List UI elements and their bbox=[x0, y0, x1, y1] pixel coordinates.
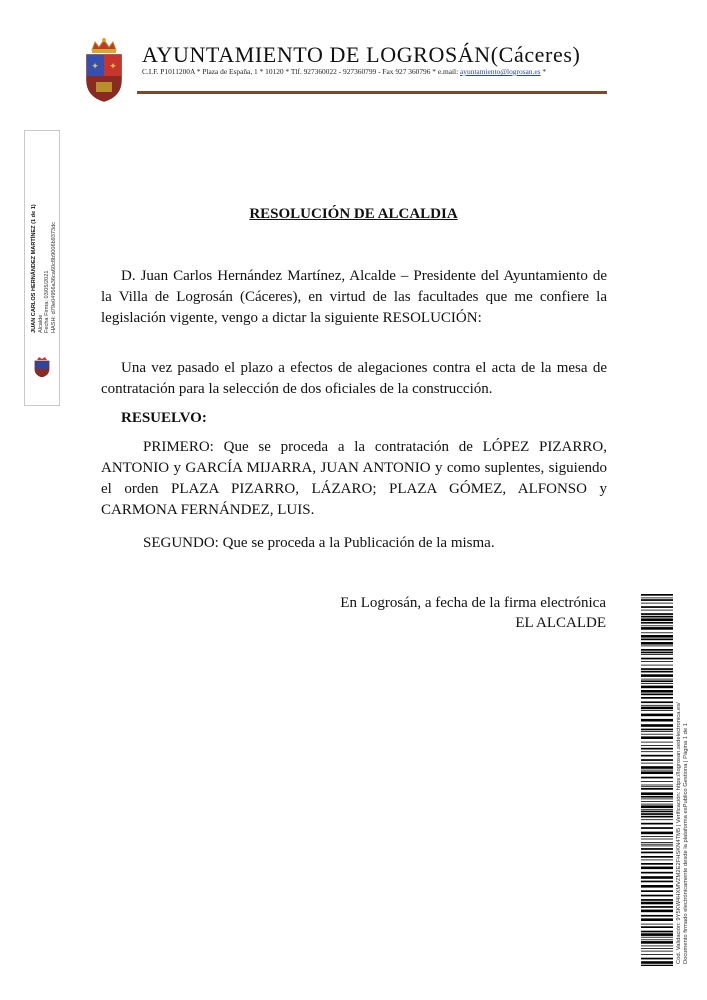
signer-name: JUAN CARLOS HERNÁNDEZ MARTÍNEZ (1 de 1) bbox=[31, 204, 37, 333]
header-rule bbox=[137, 91, 607, 94]
closing-block bbox=[300, 593, 606, 633]
signature-hash: HASH: d79e04956a36ca60c8b9006b9373dc bbox=[50, 221, 57, 333]
primero-paragraph: PRIMERO: Que se proceda a la contratación de LÓPEZ PIZARRO, ANTONIO y GARCÍA MIJARRA, JUAN ANTONIO y como suplentes, siguiendo el orden PLAZA PIZARRO, LÁZARO; PLAZA GÓMEZ, ALFONSO y CARMONA FERNÁNDEZ, LUIS. bbox=[101, 439, 607, 518]
barcode-icon bbox=[641, 594, 673, 966]
closing-signer: EL ALCALDE bbox=[515, 615, 606, 631]
header-info-suffix: * bbox=[540, 67, 547, 76]
verification-line-2: Documento firmado electrónicamente desde la plataforma esPublico Gestiona | Página 1 de 1 bbox=[683, 723, 689, 964]
document-title: RESOLUCIÓN DE ALCALDIA bbox=[249, 206, 458, 222]
header-email-link[interactable]: ayuntamiento@logrosan.es bbox=[460, 67, 541, 76]
signature-logo-icon bbox=[30, 357, 54, 377]
svg-text:✦: ✦ bbox=[91, 61, 99, 71]
verification-line-1: Cód. Validación: 9Y5KW4HXMVZM2E2FHSKN4TM5 | Verificación: https://logrosan.sedelectronica.es/ bbox=[676, 702, 682, 964]
segundo-paragraph: SEGUNDO: Que se proceda a la Publicación de la misma. bbox=[143, 535, 495, 551]
signer-role: Alcalde bbox=[37, 314, 44, 333]
intro-paragraph: D. Juan Carlos Hernández Martínez, Alcalde – Presidente del Ayuntamiento de la Villa de Logrosán (Cáceres), en virtud de las facultades que me confiere la legislación vigente, vengo a dictar la siguiente RESOLUCIÓN: bbox=[101, 268, 607, 326]
coat-of-arms-icon bbox=[84, 36, 124, 102]
svg-text:✦: ✦ bbox=[109, 61, 117, 71]
header-contact-info bbox=[142, 67, 612, 76]
signature-strip-text bbox=[31, 133, 57, 333]
resuelvo-heading: RESUELVO: bbox=[121, 410, 207, 426]
closing-line: En Logrosán, a fecha de la firma electrónica bbox=[340, 595, 606, 611]
signature-date: Fecha Firma: 03/05/2021 bbox=[44, 270, 51, 333]
verification-text bbox=[676, 624, 690, 964]
context-paragraph: Una vez pasado el plazo a efectos de alegaciones contra el acta de la mesa de contratación para la selección de dos oficiales de la construcción. bbox=[101, 360, 607, 397]
header-info-text: C.I.F. P1011200A * Plaza de España, 1 * 10120 * Tlf. 927360022 - 927360799 - Fax 927 360796 * e.mail: bbox=[142, 67, 461, 76]
header-title: AYUNTAMIENTO DE LOGROSÁN(Cáceres) bbox=[142, 42, 581, 67]
